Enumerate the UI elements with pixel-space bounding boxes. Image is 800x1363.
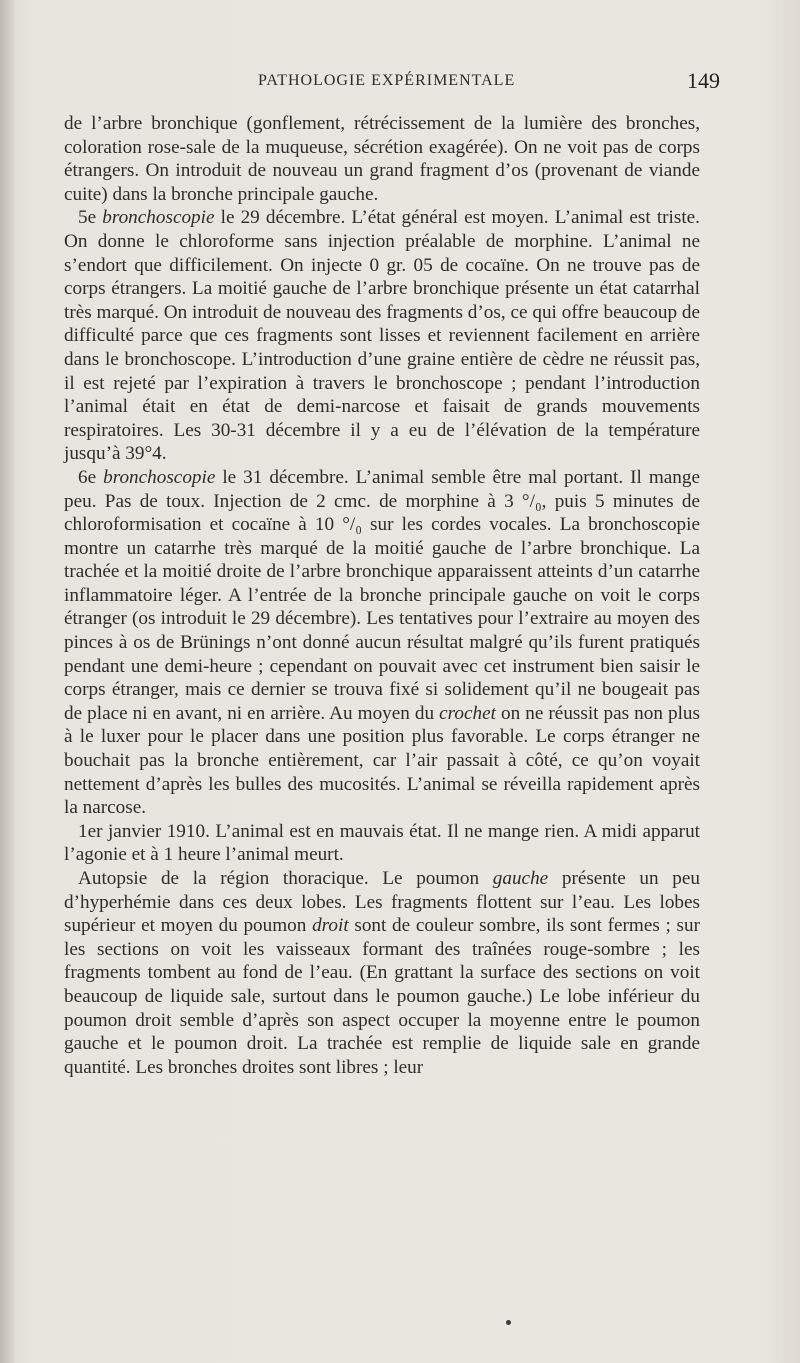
- paragraph-2-lead-italic: bronchoscopie: [102, 207, 215, 229]
- paragraph-5-text-c: sont de couleur sombre, ils sont fermes ; sur les sections on voit les vaisseaux formant des traînées rouge-sombre ; les fragments tombent au fond de l’eau. (En grattant la surface des sections on voit beaucoup de liquide sale, surtout dans le poumon gauche.) Le lobe inférieur du poumon droit semble d’après son aspect occuper la moyenne entre le poumon gauche et le poumon droit. La trachée est remplie de liquide sale en grande quantité. Les bronches droites sont libres ; leur: [64, 915, 701, 1078]
- paragraph-5: [64, 867, 700, 1079]
- paragraph-5-text-a: Autopsie de la région thoracique. Le poumon: [78, 868, 493, 889]
- paragraph-1: [64, 112, 700, 206]
- paragraph-2-lead: 5e: [78, 207, 103, 229]
- paragraph-5-text-b: présente un peu d’hyperhémie dans ces deux lobes. Les fragments flottent sur l’eau. Les lobes supérieur et moyen du poumon: [64, 868, 700, 937]
- running-head: [60, 68, 720, 98]
- paragraph-3-lead-italic: bronchoscopie: [103, 466, 216, 488]
- paragraph-3: [64, 466, 700, 820]
- paragraph-5-italic-droit: droit: [312, 915, 349, 937]
- print-speck: [506, 1320, 511, 1325]
- paragraph-2-text: le 29 décembre. L’état général est moyen. L’animal est triste. On donne le chloroforme sans injection préalable de morphine. L’animal ne s’endort que difficilement. On injecte 0 gr. 05 de cocaïne. On ne trouve pas de corps étrangers. La moitié gauche de l’arbre bronchique présente un état catarrhal très marqué. On introduit de nouveau des fragments d’os, ce qui offre beaucoup de difficulté parce que ces fragments sont lisses et reviennent facilement en arrière dans le bronchoscope. L’introduction d’une graine entière de cèdre ne réussit pas, il est rejeté par l’expiration à travers le bronchoscope ; pendant l’introduction l’animal était en état de demi-narcose et faisait de grands mouvements respiratoires. Les 30-31 décembre il y a eu de l’élévation de la température jusqu’à 39°4.: [64, 207, 700, 465]
- paragraph-3-italic-crochet: crochet: [439, 702, 496, 724]
- paragraph-3-text-b: on ne réussit pas non plus à le luxer pour le placer dans une position plus favorable. Le corps étranger ne bouchait pas la bronche entièrement, car l’air passait à côté, ce qu’on voyait nettement d’après les bulles des mucosités. L’animal se réveilla rapidement après la narcose.: [64, 702, 700, 819]
- book-spine-shadow: [0, 0, 14, 1363]
- paragraph-1-text: de l’arbre bronchique (gonflement, rétrécissement de la lumière des bronches, coloration rose-sale de la muqueuse, sécrétion exagérée). On ne voit pas de corps étrangers. On introduit de nouveau un grand fragment d’os (provenant de viande cuite) dans la bronche principale gauche.: [64, 113, 700, 205]
- paragraph-4-text: 1er janvier 1910. L’animal est en mauvais état. Il ne mange rien. A midi apparut l’agonie et à 1 heure l’animal meurt.: [64, 820, 700, 866]
- paragraph-5-italic-gauche: gauche: [492, 868, 549, 889]
- paragraph-2: [64, 206, 700, 466]
- body-text: [64, 112, 700, 1079]
- paragraph-3-text-a: le 31 décembre. L’animal semble être mal portant. Il mange peu. Pas de toux. Injection de 2 cmc. de morphine à 3 °/₀, puis 5 minutes de chloroformisation et cocaïne à 10 °/₀ sur les cordes vocales. La bronchoscopie montre un catarrhe très marqué de la moitié gauche de l’arbre bronchique. La trachée et la moitié droite de l’arbre bronchique apparaissent atteints d’un catarrhe inflammatoire léger. A l’entrée de la bronche principale gauche on voit le corps étranger (os introduit le 29 décembre). Les tentatives pour l’extraire au moyen des pinces à os de Brünings n’ont donné aucun résultat malgré qu’ils furent pratiqués pendant une demi-heure ; cependant on pouvait avec cet instrument bien saisir le corps étranger, mais ce dernier se trouva fixé si solidement qu’il ne bougeait pas de place ni en avant, ni en arrière. Au moyen du: [64, 466, 700, 724]
- paragraph-3-lead: 6e: [78, 466, 104, 488]
- running-title: PATHOLOGIE EXPÉRIMENTALE: [258, 72, 516, 89]
- paragraph-4: [64, 820, 700, 867]
- page-number: 149: [687, 68, 720, 93]
